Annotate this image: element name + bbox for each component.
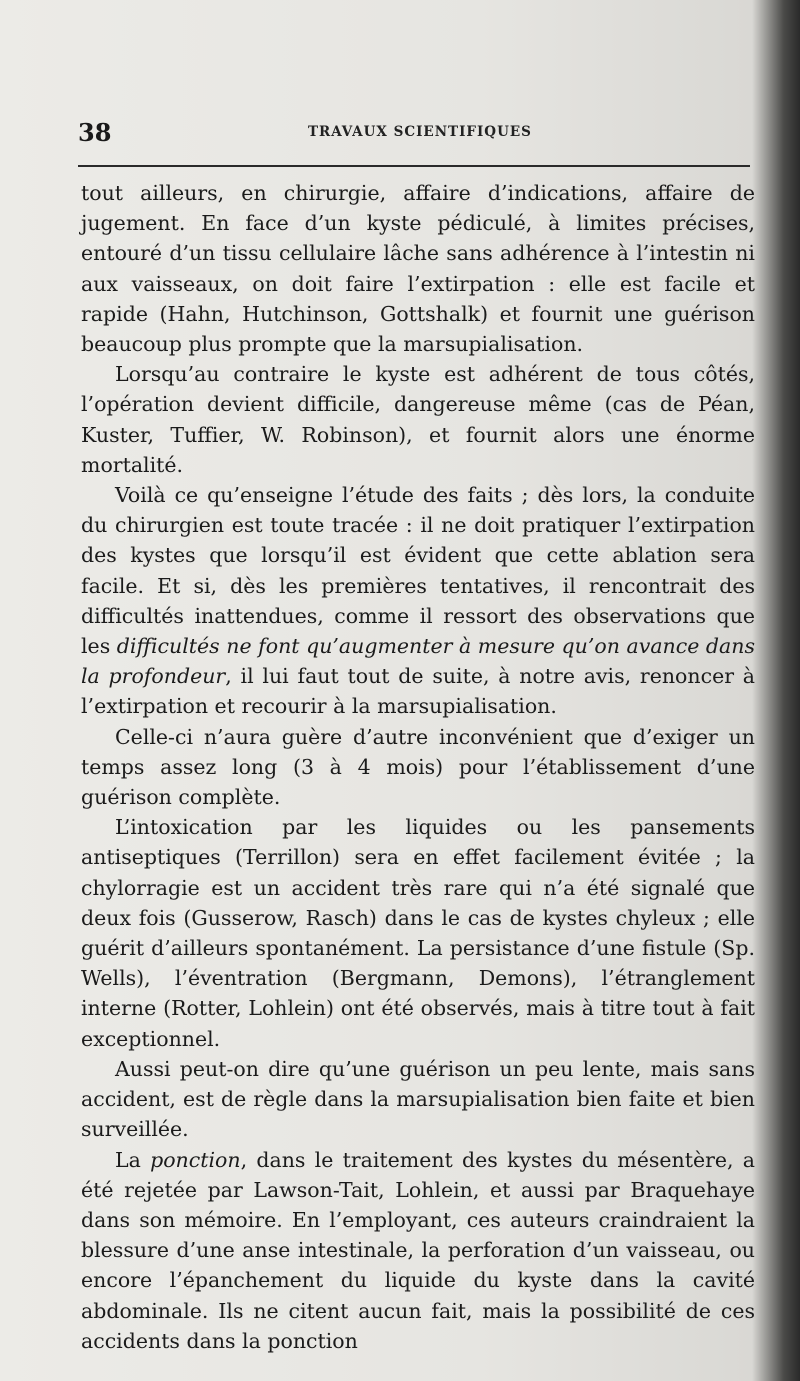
body-text	[81, 178, 755, 1356]
paragraph	[81, 1054, 755, 1145]
paragraph	[81, 812, 755, 1054]
running-head: TRAVAUX SCIENTIFIQUES	[308, 124, 532, 140]
text-run: L’intoxication par les liquides ou les pansements antiseptiques (Terrillon) sera en effet facilement évitée ; la chylorragie est un accident très rare qui n’a été signalé que deux fois (Gusserow, Rasch) dans le cas de kystes chyleux ; elle guérit d’ailleurs spontanément. La persistance d’une fistule (Sp. Wells), l’éventration (Bergmann, Demons), l’étranglement interne (Rotter, Lohlein) ont été observés, mais à titre tout à fait exceptionnel.	[81, 815, 755, 1051]
text-run: , il lui faut tout de suite, à notre avis, renoncer à l’extirpation et recourir à la marsupialisation.	[81, 664, 756, 719]
text-run: Aussi peut-on dire qu’une guérison un peu lente, mais sans accident, est de règle dans la marsupialisation bien faite et bien surveillée.	[81, 1056, 755, 1142]
text-run: La	[115, 1147, 151, 1172]
text-run: Lorsqu’au contraire le kyste est adhérent de tous côtés, l’opération devient difficile, dangereuse même (cas de Péan, Kuster, Tuffier, W. Robinson), et fournit alors une énorme mortalité.	[81, 362, 755, 477]
paragraph	[81, 722, 755, 813]
text-run: , dans le traitement des kystes du mésentère, a été rejetée par Lawson-Tait, Lohlein, et aussi par Braquehaye dans son mémoire. En l’employant, ces auteurs craindraient la blessure d’une anse intestinale, la perforation d’un vaisseau, ou encore l’épanchement du liquide du kyste dans la cavité abdominale. Ils ne citent aucun fait, mais la possibilité de ces accidents dans la ponction	[81, 1147, 755, 1353]
header-rule	[78, 165, 750, 167]
paragraph	[81, 480, 755, 722]
text-run: Celle-ci n’aura guère d’autre inconvénient que d’exiger un temps assez long (3 à 4 mois) pour l’établissement d’une guérison complète.	[81, 724, 755, 810]
page-header	[78, 118, 750, 154]
paragraph	[81, 1145, 755, 1356]
italic-phrase: ponction	[150, 1147, 241, 1172]
paragraph	[81, 359, 755, 480]
italic-phrase: difficultés ne font qu’augmenter à mesure qu’on avance dans la profondeur	[81, 634, 755, 689]
text-run: tout ailleurs, en chirurgie, affaire d’indications, affaire de jugement. En face d’un kyste pédiculé, à limites précises, entouré d’un tissu cellulaire lâche sans adhérence à l’intestin ni aux vaisseaux, on doit faire l’extirpation : elle est facile et rapide (Hahn, Hutchinson, Gottshalk) et fournit une guérison beaucoup plus prompte que la marsupialisation.	[81, 181, 755, 357]
page-number: 38	[78, 118, 112, 147]
paragraph	[81, 178, 755, 359]
text-run: Voilà ce qu’enseigne l’étude des faits ; dès lors, la conduite du chirurgien est toute tracée : il ne doit pratiquer l’extirpation des kystes que lorsqu’il est évident que cette ablation sera facile. Et si, dès les premières tentatives, il rencontrait des difficultés inattendues, comme il ressort des observations que les	[81, 483, 755, 659]
